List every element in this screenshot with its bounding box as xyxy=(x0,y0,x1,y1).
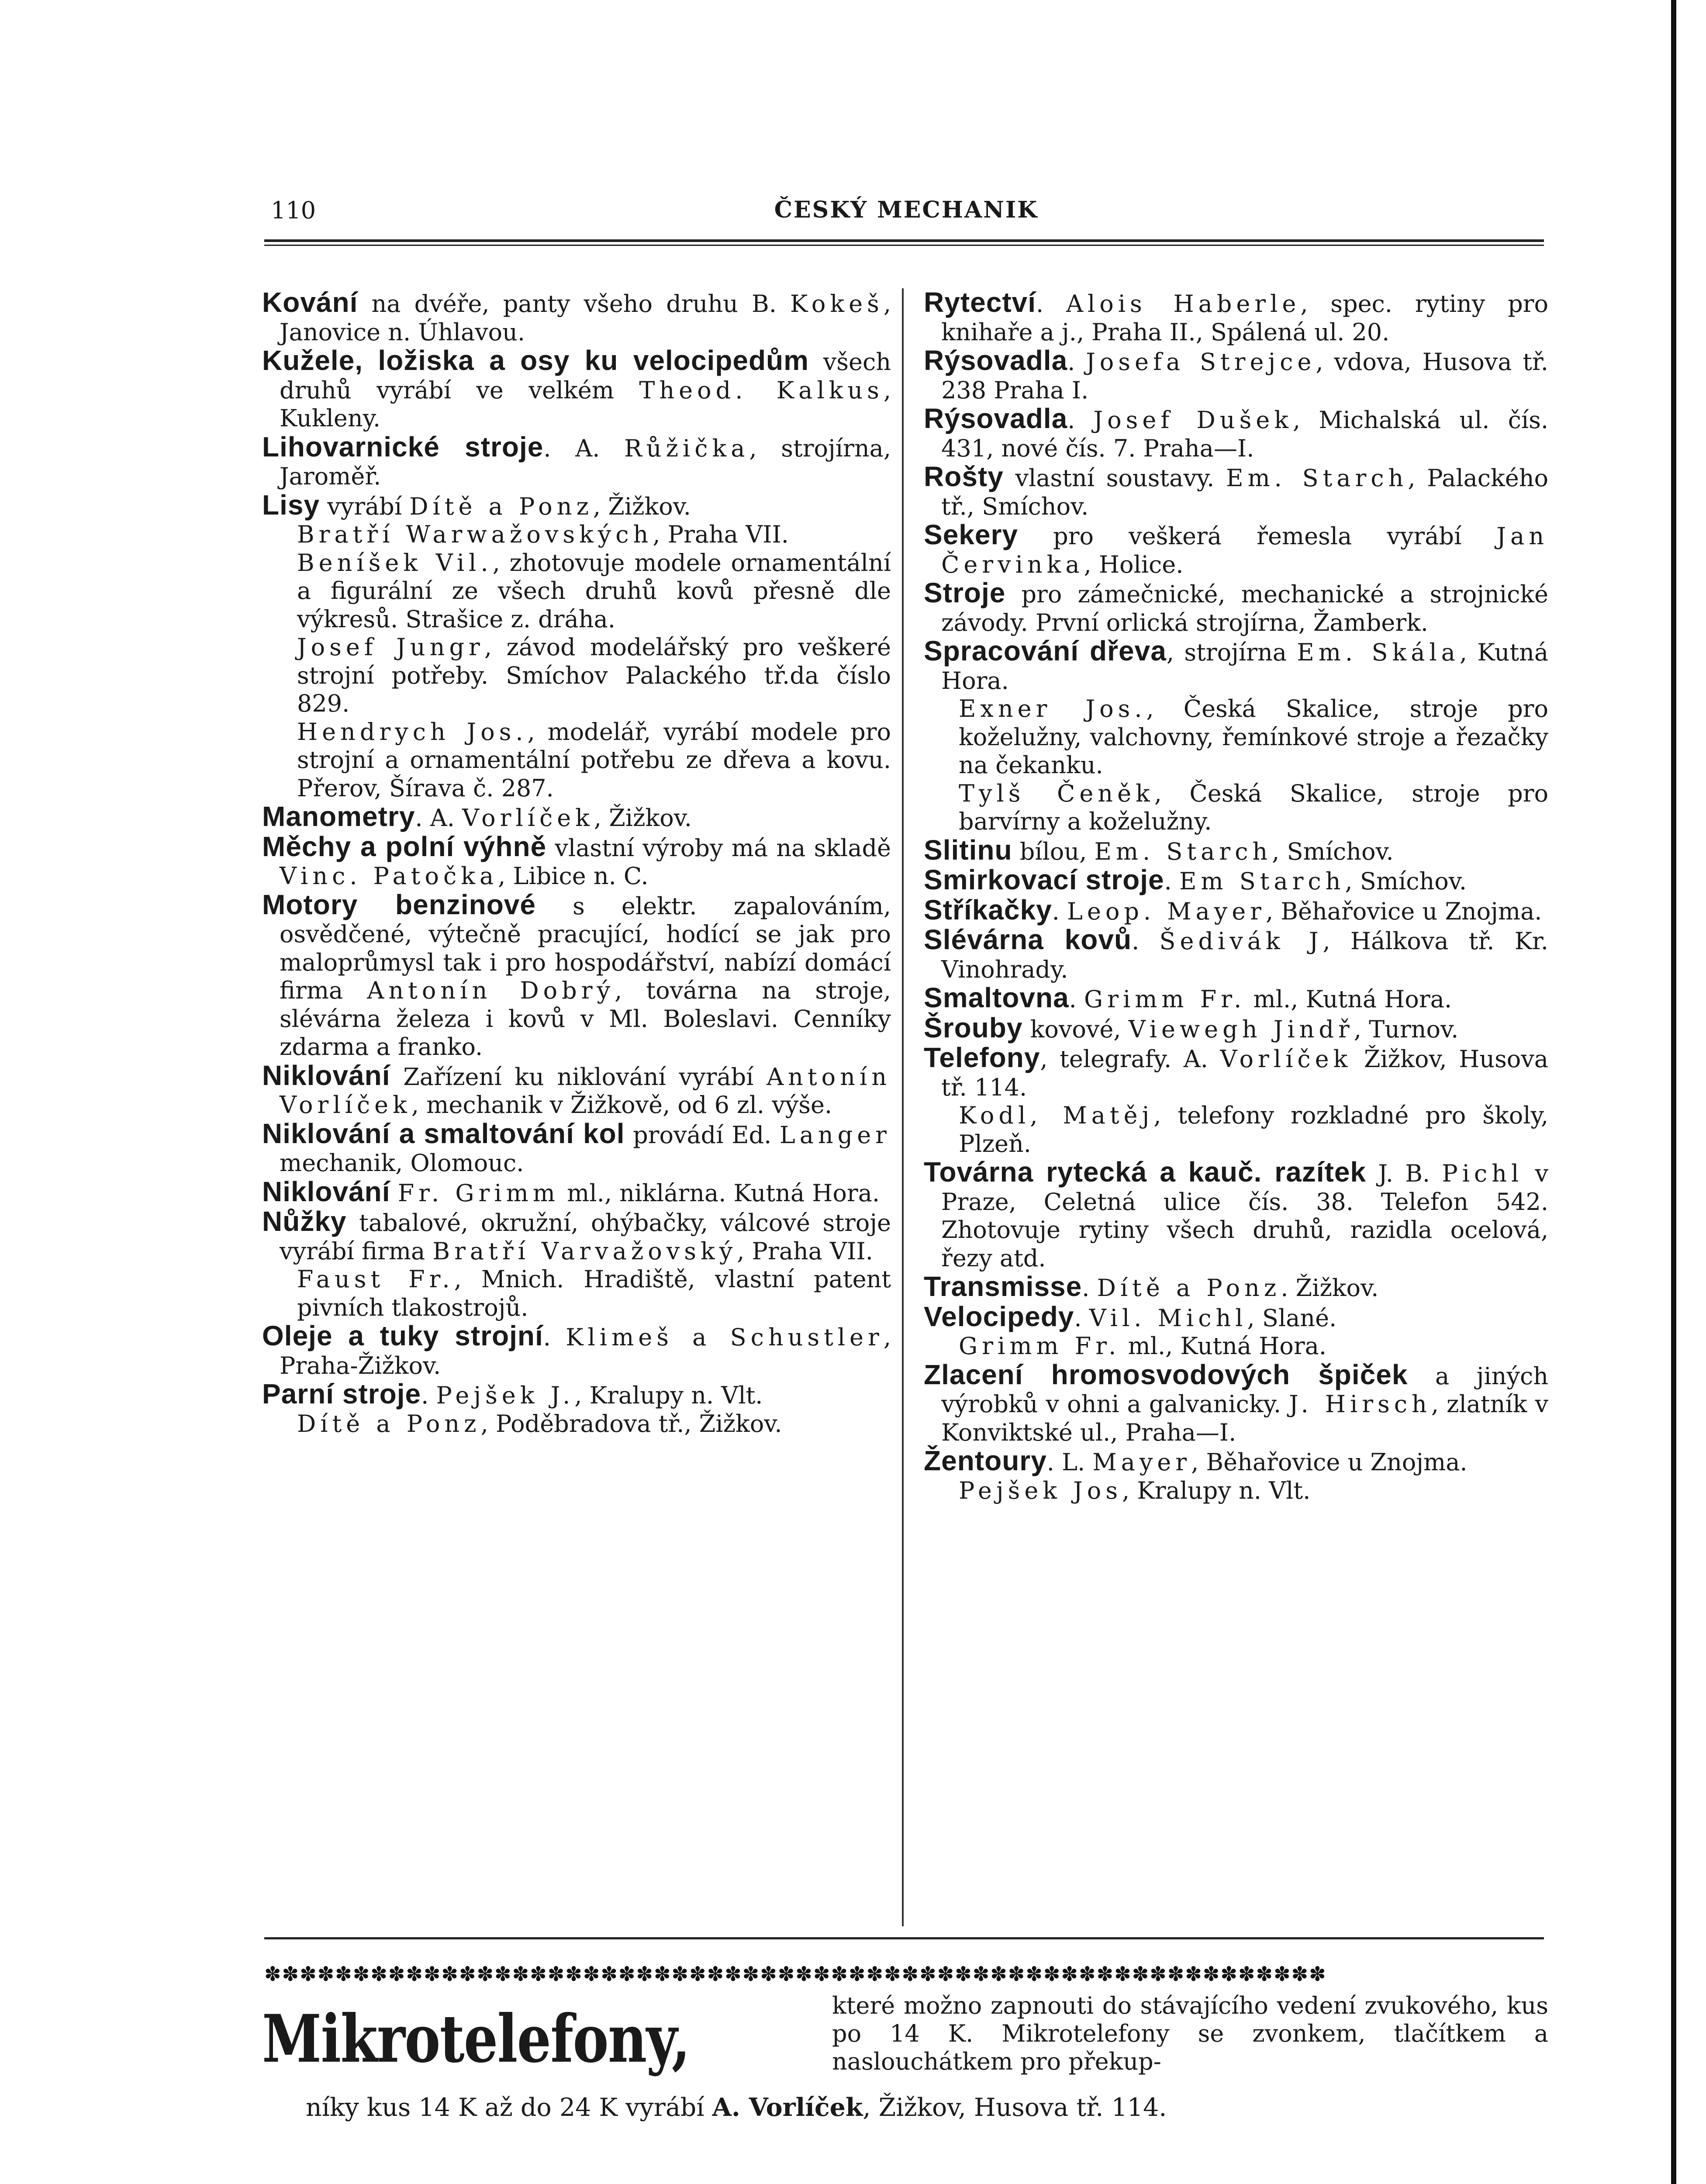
entry-text-tail: , továrna na stroje, slévárna železa i kovů v Ml. Boleslavi. Cenníky zdarma a franko. xyxy=(280,977,891,1061)
entry-name: Hendrych Jos. xyxy=(297,718,528,746)
entry-text: , telegrafy. A. xyxy=(1040,1045,1220,1073)
entry-text-tail: , Turnov. xyxy=(1354,1015,1459,1043)
entry-text: . xyxy=(1069,985,1084,1013)
directory-entry xyxy=(262,1175,891,1208)
directory-entry xyxy=(924,1300,1548,1333)
entry-heading: Kužele, ložiska a osy ku velocipedům xyxy=(262,345,809,376)
directory-entry xyxy=(262,1265,891,1322)
entry-name: Vil. Michl xyxy=(1089,1304,1247,1332)
entry-name: Vorlíček xyxy=(1220,1045,1352,1073)
entry-heading: Sekery xyxy=(924,519,1018,550)
directory-entry xyxy=(924,695,1548,780)
directory-entry xyxy=(262,1061,891,1120)
entry-text: . L. xyxy=(1046,1448,1093,1476)
entry-text-tail: , Běhařovice u Znojma. xyxy=(1266,897,1542,925)
entry-heading: Niklování a smaltování kol xyxy=(262,1117,625,1149)
directory-entry xyxy=(262,1207,891,1265)
entry-name: Em. Skála xyxy=(1297,639,1460,666)
entry-text: . xyxy=(1067,406,1094,434)
directory-entry xyxy=(262,1380,891,1410)
entry-text-tail: . Žižkov. xyxy=(1281,1274,1379,1302)
left-column xyxy=(262,288,891,1931)
entry-text-tail: , Michalská ul. čís. 431, nové čís. 7. Praha—I. xyxy=(941,406,1548,462)
entry-name: Růžička xyxy=(624,434,749,462)
entry-text-tail: , Slané. xyxy=(1247,1304,1337,1332)
entry-name: Viewegh Jindř xyxy=(1128,1015,1354,1043)
entry-text: pro zámečnické, mechanické a strojnické závody. První orlická strojírna, Žamberk. xyxy=(941,581,1548,636)
entry-name: Leop. Mayer xyxy=(1067,897,1266,925)
entry-name: Kodl, Matěj xyxy=(959,1102,1154,1129)
directory-entry xyxy=(924,346,1548,404)
directory-entry xyxy=(262,549,891,634)
entry-text-tail: , Palackého tř., Smíchov. xyxy=(941,464,1548,520)
entry-heading: Žentoury xyxy=(924,1445,1047,1476)
entry-text-tail: , Česká Skalice, stroje pro barvírny a koželužny. xyxy=(959,779,1548,835)
directory-entry xyxy=(924,1102,1548,1158)
entry-heading: Lisy xyxy=(262,489,320,521)
entry-text: J. B. xyxy=(1366,1160,1442,1187)
entry-text: . xyxy=(1082,1274,1097,1302)
entry-text: . xyxy=(1052,897,1067,925)
entry-text-tail: ml., Kutná Hora. xyxy=(1246,985,1452,1013)
directory-entry xyxy=(262,1117,891,1178)
entry-text: . A. xyxy=(415,804,463,832)
entry-name: Antonín Dobrý xyxy=(367,977,615,1004)
entry-name: J. Hirsch xyxy=(1289,1390,1431,1418)
directory-entry xyxy=(924,896,1548,926)
directory-entry xyxy=(262,830,891,891)
column-divider xyxy=(902,288,904,1926)
directory-entry xyxy=(924,1447,1548,1477)
entry-name: Josef Dušek xyxy=(1093,406,1293,434)
entry-heading: Šrouby xyxy=(924,1012,1023,1044)
directory-entry xyxy=(924,926,1548,984)
entry-name: Bratří Warwažovských xyxy=(297,521,653,548)
directory-entry xyxy=(924,836,1548,866)
entry-name: Mayer xyxy=(1092,1448,1191,1476)
entry-name: Fr. Grimm xyxy=(397,1179,560,1207)
entry-text: vlastní výroby má na skladě xyxy=(546,834,891,862)
right-column xyxy=(924,288,1548,1931)
entry-heading: Velocipedy xyxy=(924,1300,1074,1332)
ad-text: které možno zapnouti do stávajícího vedení zvukového, kus po 14 K. Mikrotelefony se zvonkem, tlačítkem a naslouchátkem pro překup- xyxy=(832,1992,1548,2075)
entry-text-tail: , Smíchov. xyxy=(1272,837,1394,865)
directory-entry xyxy=(924,866,1548,896)
right-edge-rule xyxy=(1671,0,1676,2184)
entry-text-tail: ml., niklárna. Kutná Hora. xyxy=(559,1179,880,1207)
page-number: 110 xyxy=(271,197,316,224)
entry-heading: Zlacení hromosvodových špiček xyxy=(924,1358,1408,1390)
entry-heading: Motory benzinové xyxy=(262,888,536,920)
entry-name: Tylš Čeněk xyxy=(959,779,1154,807)
directory-entry xyxy=(924,288,1548,346)
entry-text-tail: , Praha-Žižkov. xyxy=(280,1324,891,1379)
entry-text-tail: , Žižkov. xyxy=(593,492,691,520)
entry-name: Josef Jungr xyxy=(297,633,484,661)
entry-text: . xyxy=(1132,927,1160,955)
directory-entry xyxy=(262,346,891,433)
directory-entry xyxy=(924,1158,1548,1272)
entry-text: tabalové, okružní, ohýbačky, válcové stroje vyrábí firma xyxy=(280,1209,891,1265)
directory-entry xyxy=(924,579,1548,637)
directory-entry xyxy=(262,288,891,346)
entry-name: Vorlíček xyxy=(462,804,594,832)
entry-text-tail: , strojírna, Jaroměř. xyxy=(280,434,891,490)
entry-name: Josefa Strejce xyxy=(1086,348,1316,376)
entry-name: Dítě a Ponz xyxy=(297,1410,481,1438)
entry-text: . xyxy=(543,1324,566,1351)
directory-entry xyxy=(262,491,891,521)
entry-name: Faust Fr. xyxy=(297,1265,454,1293)
entry-heading: Měchy a polní výhně xyxy=(262,830,547,862)
entry-heading: Rošty xyxy=(924,461,1004,492)
entry-heading: Stroje xyxy=(924,577,1006,608)
header-rule-thin xyxy=(264,245,1544,246)
entry-heading: Kování xyxy=(262,288,358,318)
entry-name: Em. Starch xyxy=(1226,464,1408,492)
entry-name: Dítě a Ponz xyxy=(1097,1274,1281,1302)
advertisement xyxy=(262,1992,1548,2167)
entry-text-tail: , Holice. xyxy=(1084,550,1184,578)
directory-entry xyxy=(262,633,891,718)
directory-entry xyxy=(924,1272,1548,1303)
directory-entry xyxy=(262,718,891,803)
entry-name: Pejšek J. xyxy=(436,1382,575,1409)
entry-heading: Niklování xyxy=(262,1059,390,1091)
entry-text-tail: , Praha VII. xyxy=(653,521,789,548)
entry-text-tail: , Hálkova tř. Kr. Vinohrady. xyxy=(941,927,1548,983)
entry-heading: Rytectví xyxy=(924,288,1036,318)
entry-text: na dvéře, panty všeho druhu B. xyxy=(358,290,791,318)
entry-heading: Rýsovadla xyxy=(924,345,1068,376)
ornament-border-top: ✽✽✽✽✽✽✽✽✽✽✽✽✽✽✽✽✽✽✽✽✽✽✽✽✽✽✽✽✽✽✽✽✽✽✽✽✽✽✽✽✽✽✽✽✽✽✽✽✽✽✽✽✽✽✽✽✽✽✽✽ xyxy=(264,1963,1327,1984)
entry-heading: Transmisse xyxy=(924,1271,1082,1302)
entry-heading: Niklování xyxy=(262,1175,390,1207)
directory-entry xyxy=(924,637,1548,695)
entry-text-tail: , Smíchov. xyxy=(1345,867,1467,895)
entry-text-tail: , závod modelářský pro veškeré strojní potřeby. Smíchov Palackého tř.da číslo 829. xyxy=(297,633,891,717)
entry-text-tail: , vdova, Husova tř. 238 Praha I. xyxy=(941,348,1548,404)
entry-text-tail: mechanik, Olomouc. xyxy=(280,1149,524,1177)
entry-name: Grimm Fr. xyxy=(959,1332,1121,1360)
entry-name: Langer xyxy=(779,1121,891,1149)
bottom-rule xyxy=(264,1937,1544,1939)
entry-text-tail: v Praze, Celetná ulice čís. 38. Telefon 542. Zhotovuje rytiny všech druhů, razidla ocelová, řezy atd. xyxy=(941,1160,1548,1272)
entry-name: Beníšek Vil. xyxy=(297,549,493,577)
entry-heading: Smaltovna xyxy=(924,982,1069,1013)
ad-last-line: níky kus 14 K až do 24 K vyrábí A. Vorlíček, Žižkov, Husova tř. 114. xyxy=(306,2093,1167,2122)
entry-heading: Továrna rytecká a kauč. razítek xyxy=(924,1156,1367,1188)
entry-text-tail: , zlatník v Konviktské ul., Praha—I. xyxy=(941,1390,1548,1446)
entry-heading: Telefony xyxy=(924,1042,1040,1073)
directory-entry xyxy=(262,802,891,833)
entry-text: . A. xyxy=(543,434,625,462)
entry-heading: Lihovarnické stroje xyxy=(262,431,544,463)
entry-text: vlastní soustavy. xyxy=(1003,464,1226,492)
page-header xyxy=(271,197,1542,236)
entry-text: , strojírna xyxy=(1166,639,1297,666)
entry-text: . xyxy=(1074,1304,1089,1332)
directory-entry xyxy=(924,780,1548,836)
entry-name: Em. Starch xyxy=(1094,837,1272,865)
directory-entry xyxy=(262,433,891,491)
entry-name: Bratří Varvažovský xyxy=(432,1237,737,1265)
directory-entry xyxy=(262,888,891,1061)
entry-heading: Stříkačky xyxy=(924,894,1052,926)
entry-heading: Slitinu xyxy=(924,834,1012,866)
entry-text-tail: , Praha VII. xyxy=(737,1237,873,1265)
directory-entry xyxy=(924,521,1548,579)
entry-text-tail: , Libice n. C. xyxy=(498,862,649,890)
directory-entry xyxy=(262,521,891,549)
entry-name: Pichl xyxy=(1442,1160,1523,1187)
entry-text: s elektr. zapalováním, osvědčené, výtečně pracující, hodící se jak pro maloprůmysl tak i pro hospodářství, nabízí domácí firma xyxy=(280,892,891,1004)
entry-text-tail: , Kralupy n. Vlt. xyxy=(1122,1476,1311,1504)
entry-name: Em Starch xyxy=(1179,867,1345,895)
entry-name: Klimeš a Schustler xyxy=(566,1324,884,1351)
directory-entry xyxy=(924,984,1548,1014)
entry-text: vyrábí xyxy=(320,492,410,520)
entry-text-tail: , modelář, vyrábí modele pro strojní a ornamentální potřebu ze dřeva a kovu. Přerov, Šírava č. 287. xyxy=(297,718,891,802)
entry-name: Theod. Kalkus xyxy=(639,376,884,404)
entry-text-tail: , Česká Skalice, stroje pro koželužny, valchovny, řemínkové stroje a řezačky na čekanku. xyxy=(959,695,1548,779)
entry-text: . xyxy=(1067,348,1086,376)
directory-entry xyxy=(262,1410,891,1438)
entry-heading: Smirkovací stroje xyxy=(924,864,1164,895)
entry-text-tail: , Janovice n. Úhlavou. xyxy=(280,290,891,346)
entry-text-tail: , Žižkov. xyxy=(594,804,692,832)
entry-name: Jan Červinka xyxy=(941,522,1548,578)
entry-text: . xyxy=(421,1382,436,1409)
entry-heading: Parní stroje xyxy=(262,1378,421,1410)
entry-text-tail: , Mnich. Hradiště, vlastní patent pivních tlakostrojů. xyxy=(297,1265,891,1321)
entry-text xyxy=(390,1179,398,1207)
entry-text-tail: , Běhařovice u Znojma. xyxy=(1191,1448,1468,1476)
entry-text-tail: ml., Kutná Hora. xyxy=(1120,1332,1326,1360)
entry-text-tail: , zhotovuje modele ornamentální a figurální ze všech druhů kovů přesně dle výkresů. Strašice z. dráha. xyxy=(297,549,891,633)
entry-heading: Rýsovadla xyxy=(924,403,1068,434)
entry-text-tail: , Kutná Hora. xyxy=(941,639,1548,695)
ad-title: Mikrotelefony, xyxy=(262,2001,690,2077)
entry-text: provádí Ed. xyxy=(625,1121,780,1149)
entry-name: Kokeš xyxy=(790,290,884,318)
running-title: ČESKÝ MECHANIK xyxy=(774,197,1039,223)
ad-firm: A. Vorlíček xyxy=(712,2093,863,2122)
directory-entry xyxy=(924,463,1548,521)
directory-entry xyxy=(924,1477,1548,1505)
entry-heading: Slévárna kovů xyxy=(924,924,1132,955)
entry-name: Exner Jos. xyxy=(959,695,1147,722)
directory-entry xyxy=(924,1358,1548,1447)
entry-text-tail: , Kralupy n. Vlt. xyxy=(574,1382,763,1409)
entry-text: a jiných výrobků v ohni a galvanicky. xyxy=(941,1362,1548,1418)
directory-entry xyxy=(924,1044,1548,1102)
entry-text-tail: , telefony rozkladné pro školy, Plzeň. xyxy=(959,1102,1548,1158)
entry-text-tail: , Kukleny. xyxy=(280,376,891,432)
entry-text: všech druhů vyrábí ve velkém xyxy=(280,348,891,404)
entry-name: Šedivák J xyxy=(1159,927,1323,955)
entry-name: Vinc. Patočka xyxy=(280,862,498,890)
entry-heading: Manometry xyxy=(262,801,415,832)
entry-heading: Spracování dřeva xyxy=(924,635,1167,667)
directory-entry xyxy=(924,1332,1548,1361)
header-rule xyxy=(264,239,1544,242)
entry-name: Alois Haberle xyxy=(1066,290,1301,318)
entry-heading: Nůžky xyxy=(262,1206,347,1237)
entry-text: pro veškerá řemesla vyrábí xyxy=(1018,522,1497,550)
entry-text-tail: , spec. rytiny pro knihaře a j., Praha II., Spálená ul. 20. xyxy=(941,290,1548,346)
entry-name: Grimm Fr. xyxy=(1084,985,1246,1013)
directory-entry xyxy=(924,404,1548,463)
entry-text-tail: , Poděbradova tř., Žižkov. xyxy=(480,1410,782,1438)
entry-heading: Oleje a tuky strojní xyxy=(262,1320,543,1351)
entry-name: Pejšek Jos xyxy=(959,1476,1122,1504)
directory-entry xyxy=(924,1014,1548,1044)
entry-text: bílou, xyxy=(1012,837,1095,865)
entry-text: . xyxy=(1036,290,1066,318)
entry-text: kovové, xyxy=(1022,1015,1129,1043)
entry-name: Dítě a Ponz xyxy=(409,492,593,520)
entry-text-tail: Žižkov, Husova tř. 114. xyxy=(941,1045,1548,1101)
entry-text: . xyxy=(1164,867,1179,895)
entry-name: Antonín Vorlíček xyxy=(280,1063,891,1119)
directory-entry xyxy=(262,1322,891,1380)
entry-text-tail: , mechanik v Žižkově, od 6 zl. výše. xyxy=(411,1091,832,1119)
entry-text: Zařízení ku niklování vyrábí xyxy=(390,1063,767,1091)
